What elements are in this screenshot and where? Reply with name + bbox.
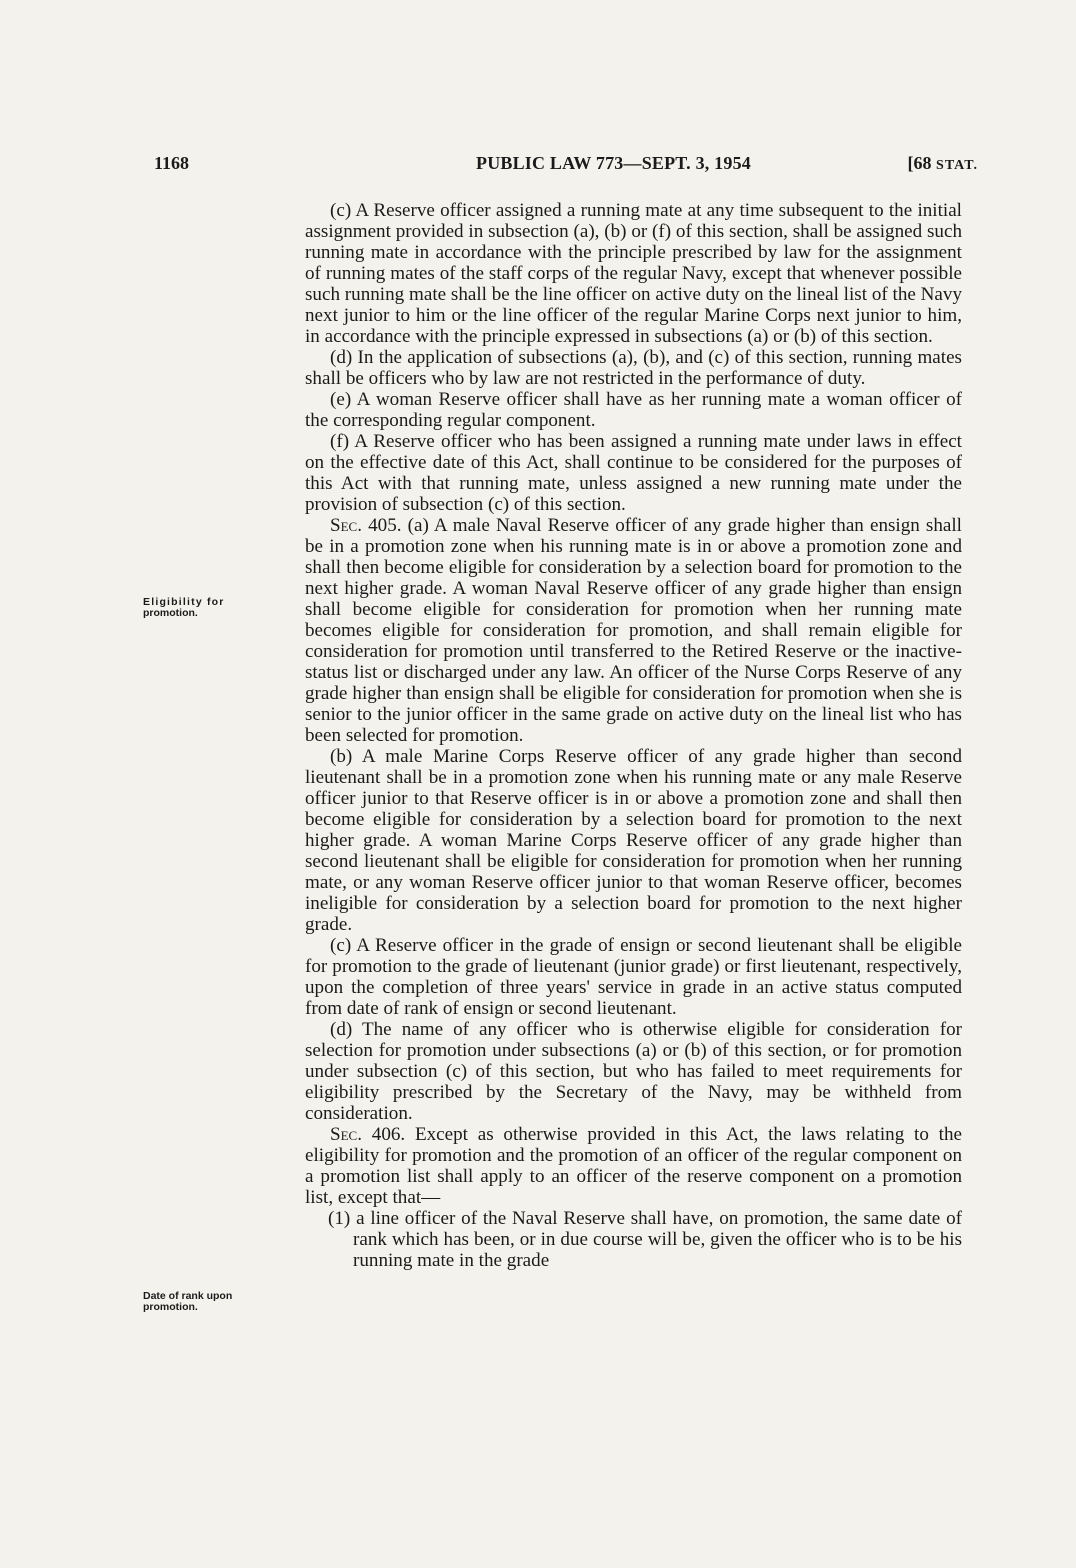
margin-note-line: promotion.	[143, 1301, 198, 1313]
section-405-c: (c) A Reserve officer in the grade of ensign or second lieutenant shall be eligible for promotion to the grade of lieutenant (junior grade) or first lieutenant, respectively, upon the completion of three years' service in grade in an active status computed from date of rank of ensign or second lieutenant.	[305, 935, 962, 1019]
margin-note-line: Date of rank upon	[143, 1290, 233, 1302]
statute-reference	[908, 153, 978, 174]
paragraph-e: (e) A woman Reserve officer shall have as her running mate a woman officer of the corresponding regular component.	[305, 389, 962, 431]
margin-note-line: Eligibility for	[143, 596, 225, 608]
section-text: (a) A male Naval Reserve officer of any grade higher than ensign shall be in a promotion zone when his running mate is in or above a promotion zone and shall then become eligible for consideration by a selection board for promotion to the next higher grade. A woman Naval Reserve officer of any grade higher than ensign shall become eligible for consideration for promotion when her running mate becomes eligible for consideration for promotion, and shall remain eligible for consideration for promotion until transferred to the Retired Reserve or the inactive-status list or discharged under any law. An officer of the Nurse Corps Reserve of any grade higher than ensign shall be eligible for consideration for promotion when she is senior to the junior officer in the same grade on active duty on the lineal list who has been selected for promotion.	[305, 515, 962, 746]
margin-note-line: promotion.	[143, 607, 198, 619]
section-text: Except as otherwise provided in this Act, the laws relating to the eligibility for promotion and the promotion of an officer of the regular component on a promotion list shall apply to an officer of the reserve component on a promotion list, except that—	[305, 1124, 962, 1208]
section-label: Sec. 405.	[330, 515, 402, 536]
margin-note-eligibility	[143, 597, 293, 619]
section-405-d: (d) The name of any officer who is otherwise eligible for consideration for selection for promotion under subsections (a) or (b) of this section, or for promotion under subsection (c) of this section, but who has failed to meet requirements for eligibility prescribed by the Secretary of the Navy, may be withheld from consideration.	[305, 1019, 962, 1124]
margin-note-date-of-rank	[143, 1291, 293, 1313]
section-label: Sec. 406.	[330, 1124, 406, 1145]
section-405-a	[305, 515, 962, 746]
paragraph-c: (c) A Reserve officer assigned a running mate at any time subsequent to the initial assignment provided in subsection (a), (b) or (f) of this section, shall be assigned such running mate in accordance with the principle prescribed by law for the assignment of running mates of the staff corps of the regular Navy, except that whenever possible such running mate shall be the line officer on active duty on the lineal list of the Navy next junior to him or the line officer of the regular Marine Corps next junior to him, in accordance with the principle expressed in subsections (a) or (b) of this section.	[305, 200, 962, 347]
section-406	[305, 1124, 962, 1208]
page-number: 1168	[154, 153, 190, 173]
paragraph-d: (d) In the application of subsections (a), (b), and (c) of this section, running mates shall be officers who by law are not restricted in the performance of duty.	[305, 347, 962, 389]
section-405-b: (b) A male Marine Corps Reserve officer of any grade higher than second lieutenant shall be in a promotion zone when his running mate or any male Reserve officer junior to that Reserve officer is in or above a promotion zone and shall then become eligible for consideration by a selection board for promotion to the next higher grade. A woman Marine Corps Reserve officer of any grade higher than second lieutenant shall be eligible for consideration for promotion when her running mate, or any woman Reserve officer junior to that woman Reserve officer, becomes ineligible for consideration by a selection board for promotion to the next higher grade.	[305, 746, 962, 935]
body-text	[305, 200, 962, 1271]
section-406-item-1: (1) a line officer of the Naval Reserve shall have, on promotion, the same date of rank which has been, or in due course will be, given the officer who is to be his running mate in the grade	[328, 1208, 962, 1271]
header-title: PUBLIC LAW 773—SEPT. 3, 1954	[476, 153, 751, 173]
running-header	[154, 153, 978, 183]
statute-label: STAT.	[936, 158, 978, 173]
paragraph-f: (f) A Reserve officer who has been assigned a running mate under laws in effect on the effective date of this Act, shall continue to be considered for the purposes of this Act with that running mate, unless assigned a new running mate under the provision of subsection (c) of this section.	[305, 431, 962, 515]
statute-prefix: [68	[907, 153, 937, 173]
